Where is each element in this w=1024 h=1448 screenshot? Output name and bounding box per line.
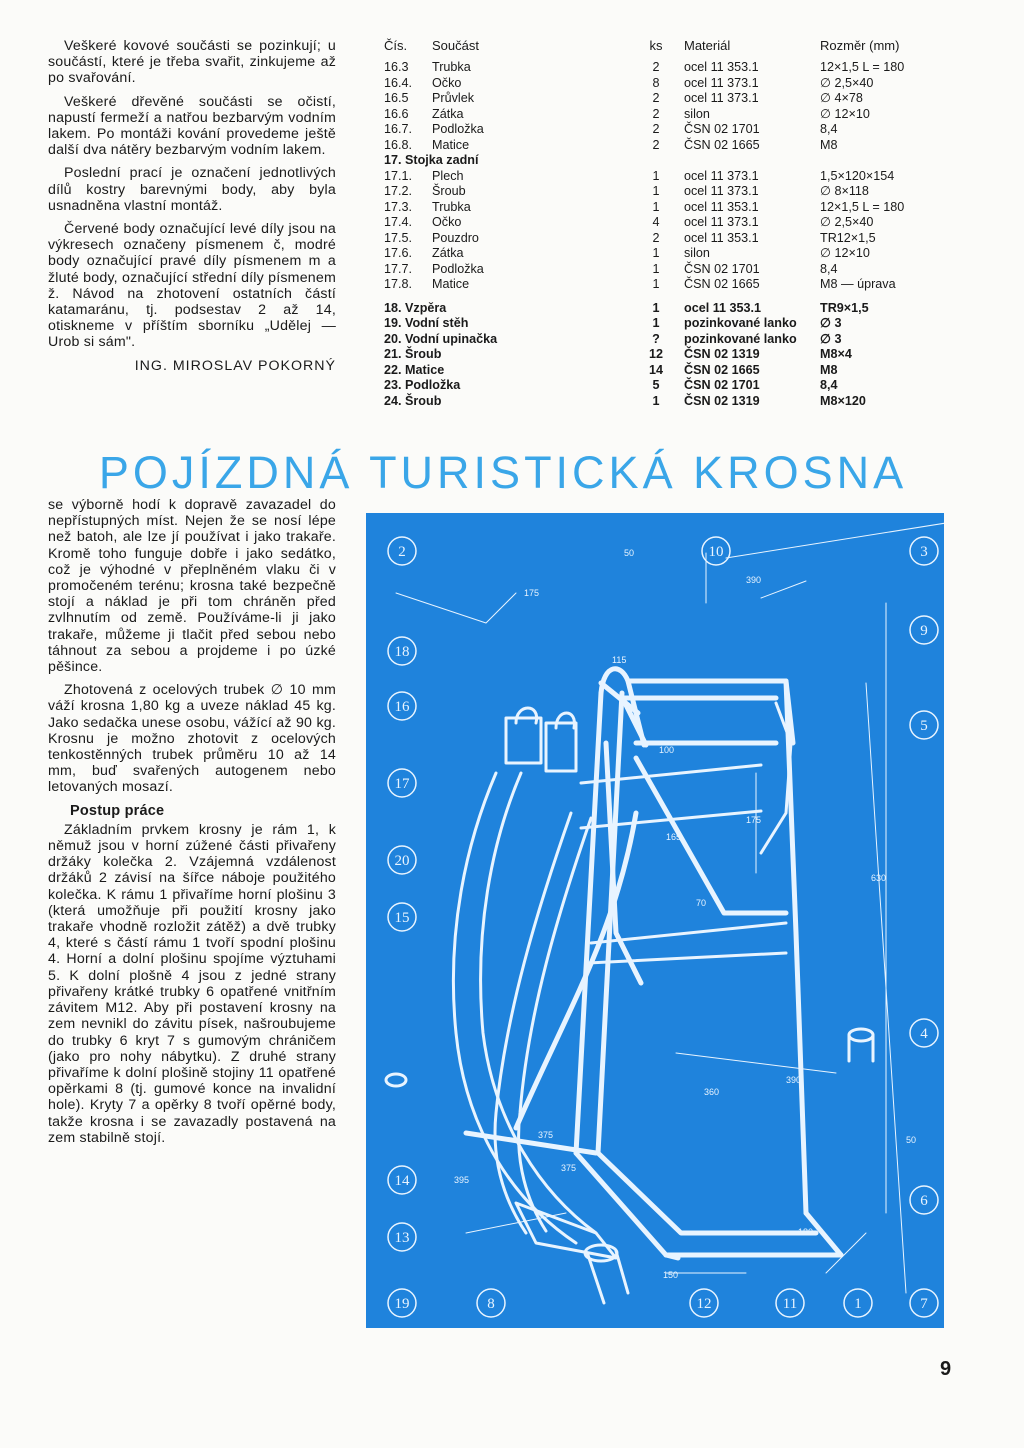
cell-ks: 1 [652,199,660,214]
callout-4-label: 4 [920,1026,928,1042]
intro-paragraph: Červené body označující levé díly jsou na výkresech označeny písmenem č, modré body označující pravé díly písmenem m a žluté body, označující střední díly písmenem ž. Návod na zhotovení ostatních částí katamaránu, tj. podsestav 2 až 14, otiskneme v příštím sborníku „Udělej — Urob si sám". [48,221,336,351]
table-row [384,200,944,216]
cell-dimension: 12×1,5 L = 180 [820,60,905,74]
cell-ks: 1 [652,261,660,276]
cell-material: ocel 11 373.1 [684,91,759,105]
cell-part: 19. Vodní stěh [384,316,469,330]
group-17-title: 17. Stojka zadní [384,153,479,167]
cell-material: silon [684,106,710,121]
page-number: 9 [940,1358,952,1380]
callout-14 [388,1166,416,1194]
cell-ks: 1 [652,246,660,260]
cell-num: 16.5 [384,91,409,105]
dim-label: 50 [906,1135,917,1145]
body-column [48,497,336,1153]
cell-part: 18. Vzpěra [384,300,447,315]
header-part: Součást [432,38,479,53]
cell-num: 17.8. [384,277,413,291]
cell-dimension: TR9×1,5 [820,300,869,315]
callout-3-label: 3 [920,544,928,560]
wheel-holders [506,708,576,771]
cell-material: ocel 11 353.1 [684,60,759,74]
table-row [384,169,944,185]
cell-part: Průvlek [432,91,474,105]
cell-num: 16.8. [384,137,413,152]
cell-material: ČSN 02 1665 [684,137,760,152]
dim-label: 375 [561,1163,577,1173]
cell-material: ČSN 02 1319 [684,347,760,361]
cell-num: 16.6 [384,106,409,121]
cell-ks: 12 [648,347,663,361]
callout-18-label: 18 [394,644,410,660]
callout-10 [702,537,730,565]
header-material: Materiál [684,38,731,53]
table-row [384,363,944,379]
cell-num: 17.4. [384,215,413,229]
body-paragraph: se výborně hodí k dopravě zavazadel do nepřístupných míst. Nejen že se nosí lépe než batoh, ale lze jí používat i jako trakaře. Kromě toho funguje dobře i jako sedátko, což je výhodné v přeplněném vlaku či v promočeném terénu; krosna také bezpečně stojí a náklad je při tom chráněn před zvlhnutím od země. Používáme-li ji jako trakaře, můžeme ji tlačit před sebou nebo táhnout za sebou a projdeme i po úzké pěšince. [48,497,336,676]
cell-material: ČSN 02 1665 [684,277,760,291]
dim-label: 180 [798,1227,814,1237]
callout-13-label: 13 [394,1230,410,1246]
callout-2-label: 2 [398,544,406,560]
callout-16-label: 16 [394,699,410,715]
blueprint-svg [366,513,944,1328]
cell-dimension: 12×1,5 L = 180 [820,199,905,214]
cell-part: Trubka [432,60,471,74]
callout-12-label: 12 [696,1296,712,1312]
cell-material: ocel 11 373.1 [684,75,759,90]
table-row [384,332,944,348]
cell-ks: 2 [652,137,660,152]
callout-8 [477,1289,505,1317]
cell-dimension: 8,4 [820,122,838,136]
cell-part: Podložka [432,261,484,276]
cell-dimension: M8 — úprava [820,277,896,291]
cell-dimension: M8×4 [820,347,852,361]
dim-label: 630 [871,873,887,883]
callout-20-label: 20 [394,853,410,869]
cell-material: ocel 11 353.1 [684,300,762,315]
cell-material: ČSN 02 1701 [684,378,760,392]
dim-label: 395 [454,1175,470,1185]
cell-ks: ? [652,331,660,346]
cell-dimension: M8×120 [820,393,866,408]
callout-19 [388,1289,416,1317]
cell-dimension: ∅ 12×10 [820,106,870,121]
cell-material: ocel 11 373.1 [684,215,759,229]
callout-19-label: 19 [394,1296,410,1312]
table-row [384,231,944,247]
cell-part: Očko [432,75,462,90]
cell-dimension: 1,5×120×154 [820,168,895,183]
callout-7-label: 7 [920,1296,928,1312]
callout-17 [388,769,416,797]
dim-label: 50 [624,548,635,558]
dim-label: 70 [696,898,707,908]
cell-ks: 2 [652,106,660,121]
body-paragraph: Zhotovená z ocelových trubek ∅ 10 mm váží krosna 1,80 kg a uveze náklad 45 kg. Jako sedačka unese osobu, vážící až 90 kg. Krosnu je možno zhotovit z ocelových tenkostěnných trubek průměru 10 až 14 mm, buď svařených autogenem nebo letovaných mosazí. [48,682,336,796]
cell-ks: 1 [652,277,660,291]
cell-material: ČSN 02 1701 [684,122,760,136]
intro-paragraph: Veškeré kovové součásti se pozinkují; u součástí, které je třeba svařit, zinkujeme až po svařování. [48,38,336,87]
table-row [384,122,944,138]
cell-material: ocel 11 373.1 [684,168,759,183]
cell-num: 17.5. [384,230,413,245]
cell-ks: 2 [652,60,660,74]
header-dimension: Rozměr (mm) [820,38,900,53]
callout-5 [910,711,938,739]
callout-8-label: 8 [487,1296,495,1312]
intro-paragraph: Poslední prací je označení jednotlivých dílů kostry barevnými body, aby byla usnadněna vlastní montáž. [48,165,336,214]
cell-num: 17.2. [384,184,413,198]
callout-15-label: 15 [394,910,410,926]
callout-12 [690,1289,718,1317]
dim-label: 375 [538,1130,554,1140]
intro-column [48,38,336,374]
author-name: ING. MIROSLAV POKORNÝ [134,357,336,374]
cell-num: 17.3. [384,199,413,214]
cell-part: Trubka [432,199,471,214]
table-row [384,316,944,332]
cell-ks: 14 [648,362,663,377]
cell-part: Matice [432,277,470,291]
table-row [384,277,944,293]
table-row [384,246,944,262]
cell-ks: 2 [652,91,660,105]
callout-1 [844,1289,872,1317]
callout-17-label: 17 [394,776,410,792]
cell-material: pozinkované lanko [684,316,797,330]
parts-table [384,38,944,409]
cell-ks: 1 [652,184,660,198]
cell-part: Šroub [432,184,466,198]
table-row [384,262,944,278]
dim-label: 150 [663,1270,679,1280]
dim-label: 165 [666,832,682,842]
table-row [384,378,944,394]
callout-16 [388,692,416,720]
body-paragraph: Základním prvkem krosny je rám 1, k němuž jsou v horní zúžené části přivařeny držáky kolečka 2. Vzájemná vzdálenost držáků 2 závisí na šířce náboje použitého kolečka. K rámu 1 přivaříme horní plošinu 3 (která umožňuje při použití krosny jako trakaře vhodně rozložit zátěž) a dvě trubky 4, které s částí rámu 1 tvoří spodní plošinu 4. Horní a dolní plošinu spojíme výztuhami 5. K dolní plošně 4 jsou z jedné strany přivařeny krátké trubky 6 opatřené vnitřním závitem M12. Aby při postavení krosny na zem nevnikl do závitu písek, našroubujeme do trubky 6 kryt 7 s gumovým chráničem (jako pro nohy nábytku). Z druhé strany přivaříme k dolní plošině stojiny 11 opatřené opěrkami 8 (tj. gumové konce na invalidní hole). Kryty 7 a opěrky 8 tvoří opěrné body, takže krosna i se zavazadly postavená na zem stabilně stojí. [48,821,336,1146]
table-row [384,76,944,92]
cell-ks: 1 [652,316,660,330]
cell-dimension: ∅ 2,5×40 [820,215,874,229]
table-row [384,215,944,231]
cell-material: ČSN 02 1665 [684,362,760,377]
cell-material: ČSN 02 1701 [684,261,760,276]
dim-label: 175 [746,815,762,825]
cell-material: silon [684,246,710,260]
section-heading: Postup práce [70,802,165,819]
callout-20 [388,846,416,874]
cell-part: 20. Vodní upinačka [384,331,498,346]
cell-ks: 1 [652,168,660,183]
cell-part: 23. Podložka [384,378,461,392]
cell-part: Plech [432,168,464,183]
cell-part: 22. Matice [384,362,445,377]
callout-7 [910,1289,938,1317]
cell-dimension: ∅ 4×78 [820,91,863,105]
dim-label: 175 [524,588,540,598]
cell-dimension: M8 [820,362,838,377]
cell-num: 16.3 [384,60,409,74]
cell-material: ocel 11 373.1 [684,184,759,198]
cell-dimension: ∅ 3 [820,316,842,330]
cell-part: Zátka [432,106,464,121]
cell-part: Očko [432,215,462,229]
cell-ks: 5 [652,378,660,392]
cell-part: 21. Šroub [384,347,442,361]
table-row [384,91,944,107]
header-ks: ks [649,38,663,53]
cell-ks: 8 [652,75,660,90]
blueprint-drawing [366,513,944,1328]
callout-4 [910,1019,938,1047]
cell-num: 17.6. [384,246,413,260]
table-row [384,107,944,123]
cell-ks: 2 [652,230,660,245]
callout-11-label: 11 [782,1296,798,1312]
cell-ks: 1 [652,393,660,408]
callout-15 [388,903,416,931]
cell-num: 16.7. [384,122,413,136]
cell-ks: 1 [652,300,660,315]
cell-dimension: 8,4 [820,261,838,276]
cell-part: Zátka [432,246,464,260]
dim-label: 360 [704,1087,720,1097]
table-row [384,394,944,410]
dim-label: 115 [612,655,627,665]
intro-paragraph: Veškeré dřevěné součásti se očistí, napustí fermeží a natřou bezbarvým vodním lakem. Po montáži kování provedeme ještě další dva nátěry bezbarvým vodním lakem. [48,93,336,159]
callout-9-label: 9 [920,623,928,639]
table-row [384,301,944,317]
table-row [384,60,944,76]
dim-label: 100 [659,745,675,755]
cell-num: 16.4. [384,75,413,90]
cell-material: ČSN 02 1319 [684,393,760,408]
callout-13 [388,1223,416,1251]
cell-dimension: ∅ 12×10 [820,246,870,260]
cell-material: pozinkované lanko [684,331,797,346]
cell-dimension: 8,4 [820,378,838,392]
callout-5-label: 5 [920,718,928,734]
table-header [384,38,944,60]
table-row [384,184,944,200]
dim-label: 390 [746,575,762,585]
cell-dimension: ∅ 2,5×40 [820,75,874,90]
cell-part: Matice [432,137,470,152]
cell-part: Podložka [432,122,484,136]
callout-1-label: 1 [854,1296,862,1312]
callout-11 [776,1289,804,1317]
callout-6-label: 6 [920,1193,928,1209]
table-row [384,347,944,363]
dim-label: 390 [786,1075,802,1085]
cell-num: 17.1. [384,168,413,183]
cell-ks: 4 [652,215,660,229]
dimension-lines [396,523,944,1293]
cell-material: ocel 11 353.1 [684,230,759,245]
page-title: POJÍZDNÁ TURISTICKÁ KROSNA [98,447,908,498]
callout-2 [388,537,416,565]
cell-part: Pouzdro [432,230,479,245]
cell-dimension: ∅ 3 [820,331,842,346]
cell-num: 17.7. [384,261,413,276]
callout-6 [910,1186,938,1214]
cell-ks: 2 [652,122,660,136]
cell-dimension: ∅ 8×118 [820,184,869,198]
table-group-title [384,153,944,169]
cell-material: ocel 11 353.1 [684,199,759,214]
cell-dimension: M8 [820,137,838,152]
callout-18 [388,637,416,665]
header-num: Čís. [384,38,408,53]
callout-14-label: 14 [394,1173,410,1189]
cell-part: 24. Šroub [384,393,442,408]
callout-10-label: 10 [708,544,724,560]
cell-dimension: TR12×1,5 [820,230,876,245]
table-row [384,138,944,154]
callout-9 [910,616,938,644]
callout-3 [910,537,938,565]
